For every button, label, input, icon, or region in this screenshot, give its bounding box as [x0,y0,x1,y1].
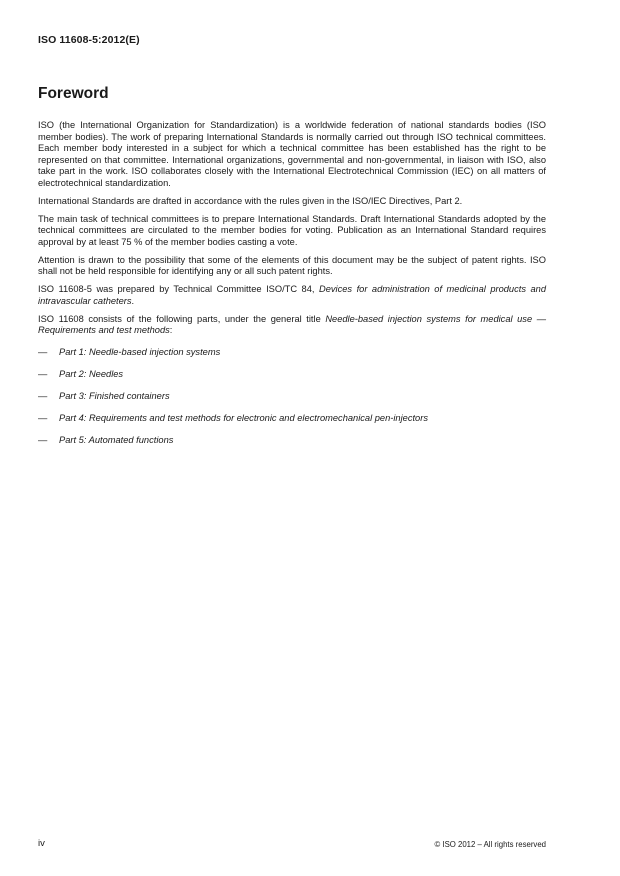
part-label: Part 2: Needles [59,369,124,380]
series-intro-text: ISO 11608 consists of the following parts, under the general title [38,313,326,324]
list-dash: — [38,413,48,424]
list-item [38,347,546,359]
part-label: Part 1: Needle-based injection systems [59,347,221,358]
list-item [38,413,546,425]
parts-list [38,347,546,447]
list-dash: — [38,391,48,402]
list-dash: — [38,347,48,358]
part-label: Part 4: Requirements and test methods for electronic and electromechanical pen-injectors [59,413,428,424]
committee-title: Devices for administration of medicinal products and intravascular catheters [38,284,546,306]
paragraph-patent-rights: Attention is drawn to the possibility that some of the elements of this document may be the subject of patent rights. ISO shall not be held responsible for identifying any or all such patent rights. [38,254,546,277]
list-item [38,435,546,447]
part-label: Part 5: Automated functions [59,435,174,446]
copyright-notice: © ISO 2012 – All rights reserved [434,840,546,849]
paragraph-technical-committees: The main task of technical committees is to prepare International Standards. Draft International Standards adopted by the technical committees are circulated to the member bodies for voting. Publication as an International Standard requires approval by at least 75 % of the member bodies casting a vote. [38,213,546,247]
list-item [38,369,546,381]
list-dash: — [38,369,48,380]
document-id: ISO 11608-5:2012(E) [38,34,140,46]
prepared-by-end: . [131,295,135,306]
paragraph-iso-federation: ISO (the International Organization for Standardization) is a worldwide federation of national standards bodies (ISO member bodies). The work of preparing International Standards is normally carried out through ISO technical committees. Each member body interested in a subject for which a technical committee has been established has the right to be represented on that committee. International organizations, governmental and non-governmental, in liaison with ISO, also take part in the work. ISO collaborates closely with the International Electrotechnical Commission (IEC) on all matters of electrotechnical standardization. [38,120,546,188]
prepared-by-text: ISO 11608-5 was prepared by Technical Committee ISO/TC 84, [38,284,319,295]
list-item [38,391,546,403]
series-general-title: Needle-based injection systems for medical use — Requirements and test methods [38,313,546,336]
series-intro-end: : [169,325,173,336]
paragraph-prepared-by [38,284,546,307]
paragraph-series-parts [38,314,546,337]
page-number: iv [38,838,45,849]
page-title: Foreword [38,85,109,102]
paragraph-drafting-rules: International Standards are drafted in accordance with the rules given in the ISO/IEC Directives, Part 2. [38,195,463,206]
foreword-body [38,120,546,447]
list-dash: — [38,435,48,446]
part-label: Part 3: Finished containers [59,391,170,402]
